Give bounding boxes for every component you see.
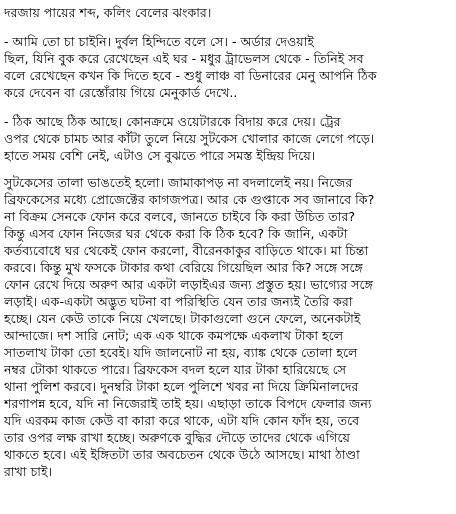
text-line: নম্বর টোকা থাকতে পারে। ব্রিফকেস বদল হলে যার টাকা হারিয়েছে সে [4,362,347,377]
text-line: করবে। কিন্তু মুখ ফসকে টাকার কথা বেরিয়ে গিয়েছিল আর কি? সঙ্গে সঙ্গে [4,260,363,275]
text-line: আন্দাজে। দশ সারি নোট; এক এক থাকে কমপক্ষে একলাখ টাকা হলে [4,328,344,343]
text-line: দরজায় পায়ের শব্দ, কলিং বেলের ঝংকার। [4,5,212,20]
text-line: লড়াই। এক-একটা অদ্ভুত ঘটনা বা পরিস্থিতি যেন তার জন্যই তৈরি করা [4,294,353,309]
text-line: ফোন রেখে দিয়ে অরুণ আর একটা লড়াইএর জন্য প্রস্তুত হয়। ভাগ্যের সঙ্গে [4,277,373,292]
text-line: শরণাপন্ন হবে, যদি না নিজেরাই তাই হয়। এছাড়া তাকে বিপদে ফেলার জন্য [4,396,372,411]
paragraph-2 [4,33,452,101]
text-line: না বিক্রম সেনকে ফোন করে বলবে, জানতে চাইবে কি করা উচিত তার? [4,209,356,224]
text-line: রাখা চাই। [4,464,53,479]
text-line: কিন্তু এসব ফোন নিজের ঘর থেকে করা কি ঠিক হবে? কি জানি, একটা [4,226,348,241]
paragraph-1 [4,4,452,21]
text-line: করে দেবেন বা রেস্তোঁরায় গিয়ে মেনুকার্ড দেখে.. [4,85,238,100]
text-line: - ঠিক আছে ঠিক আছে। কোনক্রমে ওয়েটারকে বিদায় করে দেয়। ট্রের [4,114,341,129]
paragraph-gap [4,164,452,174]
text-line: - আমি তো চা চাইনি। দুর্বল হিন্দিতে বলে সে। - অর্ডার দেওয়াই [4,34,314,49]
paragraph-4 [4,174,452,480]
text-line: যদি এরকম কাজ কেউ বা কারা করে থাকে, এটা যদি কোন ফাঁদ হয়, তবে [4,413,360,428]
text-line: সুটকেসের তালা ভাঙতেই হলো। জামাকাপড় না বদলালেই নয়। নিজের [4,175,353,190]
text-line: সাতলাখ টাকা তো হবেই। যদি জালনোট না হয়, ব্যাঙ্ক থেকে তোলা হলে [4,345,358,360]
text-line: হাতে সময় বেশি নেই, এটাও সে বুঝতে পারে সমস্ত ইন্দ্রিয় দিয়ে। [4,148,316,163]
text-line: বলে রেখেছেন কখন কি দিতে হবে - শুধু লাঞ্চ বা ডিনারের মেনু আপনি ঠিক [4,68,377,83]
text-line: ছিল, যিনি বুক করে রেখেছেন এই ঘর - মধুর ট্রাভেলস থেকে - তিনিই সব [4,51,364,66]
paragraph-3 [4,113,452,164]
text-line: ওপর থেকে চামচ আর কাঁটা তুলে নিয়ে সুটকেস খোলার কাজে লেগে পড়ে। [4,131,375,146]
text-line: থানা পুলিশ করবে। দুনম্বরি টাকা হলে পুলিশে খবর না দিয়ে ক্রিমিনালদের [4,379,359,394]
text-line: হচ্ছে। যেন কেউ তাকে নিয়ে খেলছে। টাকাগুলো গুনে ফেলে, অনেকটাই [4,311,361,326]
text-line: ব্রিফকেসের মধ্যে প্রোজেক্টের কাগজপত্র। আর কে গুপ্তাকে সব জানাবে কি? [4,192,375,207]
paragraph-gap [4,21,452,33]
text-line: তার ওপর লক্ষ রাখা হচ্ছে। অরুণকে বুদ্ধির দৌড়ে তাদের থেকে এগিয়ে [4,430,350,445]
text-line: থাকতে হবে। এই ইঙ্গিতটা তার অবচেতন থেকে উঠে আসছে। মাথা ঠাণ্ডা [4,447,360,462]
text-line: কর্তব্যবোধে ঘর থেকেই ফোন করলো, বীরেনকাকুর বাড়িতে থাকে। মা চিন্তা [4,243,369,258]
paragraph-gap [4,101,452,113]
